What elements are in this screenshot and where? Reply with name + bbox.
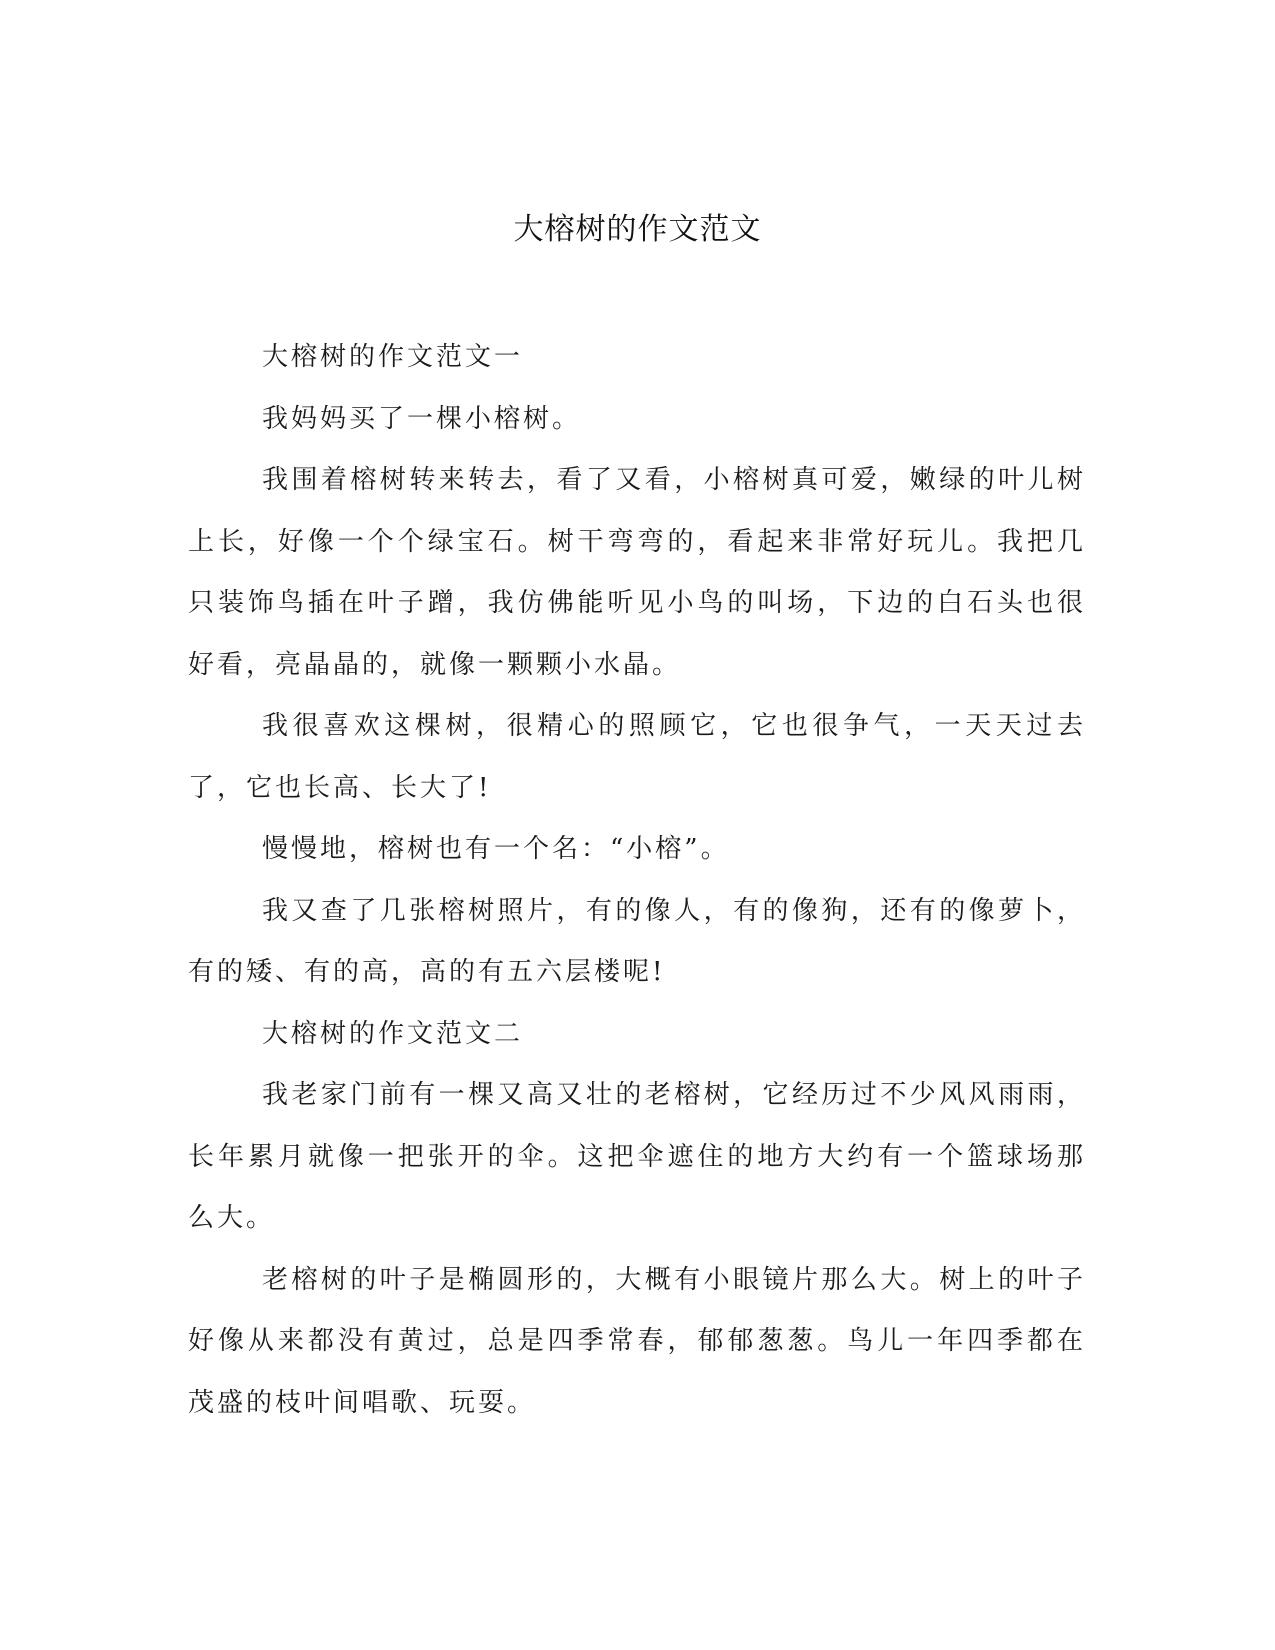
paragraph: 我妈妈买了一棵小榕树。	[262, 403, 582, 434]
paragraph: 慢慢地，榕树也有一个名：“小榕”。	[262, 834, 730, 864]
document-title: 大榕树的作文范文	[513, 212, 762, 247]
paragraph: 我又查了几张榕树照片，有的像人，有的像狗，还有的像萝卜，有的矮、有的高，高的有五六层楼呢!	[188, 895, 1086, 987]
paragraph: 我围着榕树转来转去，看了又看，小榕树真可爱，嫩绿的叶儿树上长，好像一个个绿宝石。树干弯弯的，看起来非常好玩儿。我把几只装饰鸟插在叶子蹭，我仿佛能听见小鸟的叫场，下边的白石头也很好看，亮晶晶的，就像一颗颗小水晶。	[188, 465, 1086, 680]
section-heading-1: 大榕树的作文范文一	[262, 342, 524, 372]
section-heading-2: 大榕树的作文范文二	[262, 1018, 524, 1049]
paragraph: 老榕树的叶子是椭圆形的，大概有小眼镜片那么大。树上的叶子好像从来都没有黄过，总是四季常春，郁郁葱葱。鸟儿一年四季都在茂盛的枝叶间唱歌、玩耍。	[188, 1264, 1086, 1418]
paragraph: 我老家门前有一棵又高又壮的老榕树，它经历过不少风风雨雨，长年累月就像一把张开的伞。这把伞遮住的地方大约有一个篮球场那么大。	[188, 1080, 1086, 1233]
document-body	[188, 327, 1086, 1434]
paragraph: 我很喜欢这棵树，很精心的照顾它，它也很争气，一天天过去了，它也长高、长大了!	[188, 711, 1086, 803]
